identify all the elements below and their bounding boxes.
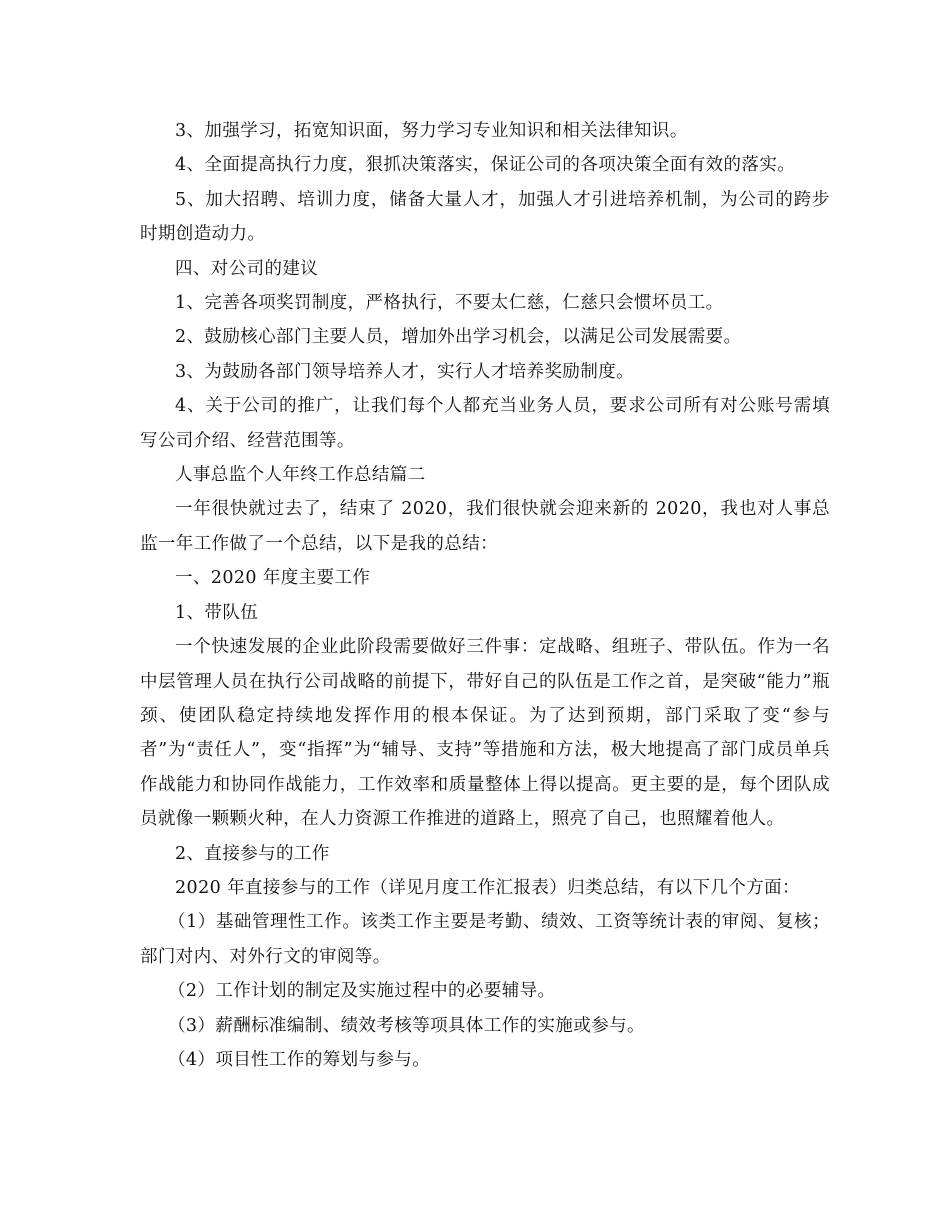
list-item-work-plan: （2）工作计划的制定及实施过程中的必要辅导。: [168, 981, 556, 1002]
paragraph-suggestion-3: 3、为鼓励各部门领导培养人才，实行人才培养奖励制度。: [175, 361, 635, 382]
subheading-direct-work: 2、直接参与的工作: [175, 843, 330, 864]
paragraph-lead-team: 一个快速发展的企业此阶段需要做好三件事：定战略、组班子、带队伍。作为一名中层管理人员在执行公司战略的前提下，带好自己的队伍是工作之首，是突破“能力”瓶颈、使团队稳定持续地发挥作用的根本保证。为了达到预期，部门采取了变“参与者”为“责任人”，变“指挥”为“辅导、支持”等措施和方法，极大地提高了部门成员单兵作战能力和协同作战能力，工作效率和质量整体上得以提高。更主要的是，每个团队成员就像一颗颗火种，在人力资源工作推进的道路上，照亮了自己，也照耀着他人。: [140, 637, 830, 830]
document-body: [140, 114, 830, 1077]
paragraph-suggestion-2: 2、鼓励核心部门主要人员，增加外出学习机会，以满足公司发展需要。: [175, 327, 742, 348]
article-title-part-two: 人事总监个人年终工作总结篇二: [175, 465, 426, 486]
paragraph-item-5-recruiting: 5、加大招聘、培训力度，储备大量人才，加强人才引进培养机制，为公司的跨步时期创造动力。: [140, 189, 830, 245]
list-item-salary-standards: （3）薪酬标准编制、绩效考核等项具体工作的实施或参与。: [168, 1015, 645, 1036]
paragraph-item-4-execution: 4、全面提高执行力度，狠抓决策落实，保证公司的各项决策全面有效的落实。: [175, 155, 796, 176]
list-item-basic-management: （1）基础管理性工作。该类工作主要是考勤、绩效、工资等统计表的审阅、复核；部门对内、对外行文的审阅等。: [140, 912, 830, 967]
list-item-project-work: （4）项目性工作的筹划与参与。: [168, 1049, 431, 1070]
section-heading-main-work: 一、2020 年度主要工作: [175, 568, 371, 589]
paragraph-item-3-study: 3、加强学习，拓宽知识面，努力学习专业知识和相关法律知识。: [175, 121, 688, 141]
subheading-lead-team: 1、带队伍: [175, 602, 259, 623]
paragraph-suggestion-1: 1、完善各项奖罚制度，严格执行，不要太仁慈，仁慈只会惯坏员工。: [175, 293, 724, 314]
paragraph-intro: 一年很快就过去了，结束了 2020，我们很快就会迎来新的 2020，我也对人事总监一年工作做了一个总结，以下是我的总结：: [140, 499, 830, 554]
section-heading-suggestions: 四、对公司的建议: [175, 258, 319, 279]
paragraph-direct-work: 2020 年直接参与的工作（详见月度工作汇报表）归类总结，有以下几个方面：: [175, 877, 800, 898]
paragraph-suggestion-4: 4、关于公司的推广，让我们每个人都充当业务人员，要求公司所有对公账号需填写公司介绍、经营范围等。: [140, 396, 830, 451]
